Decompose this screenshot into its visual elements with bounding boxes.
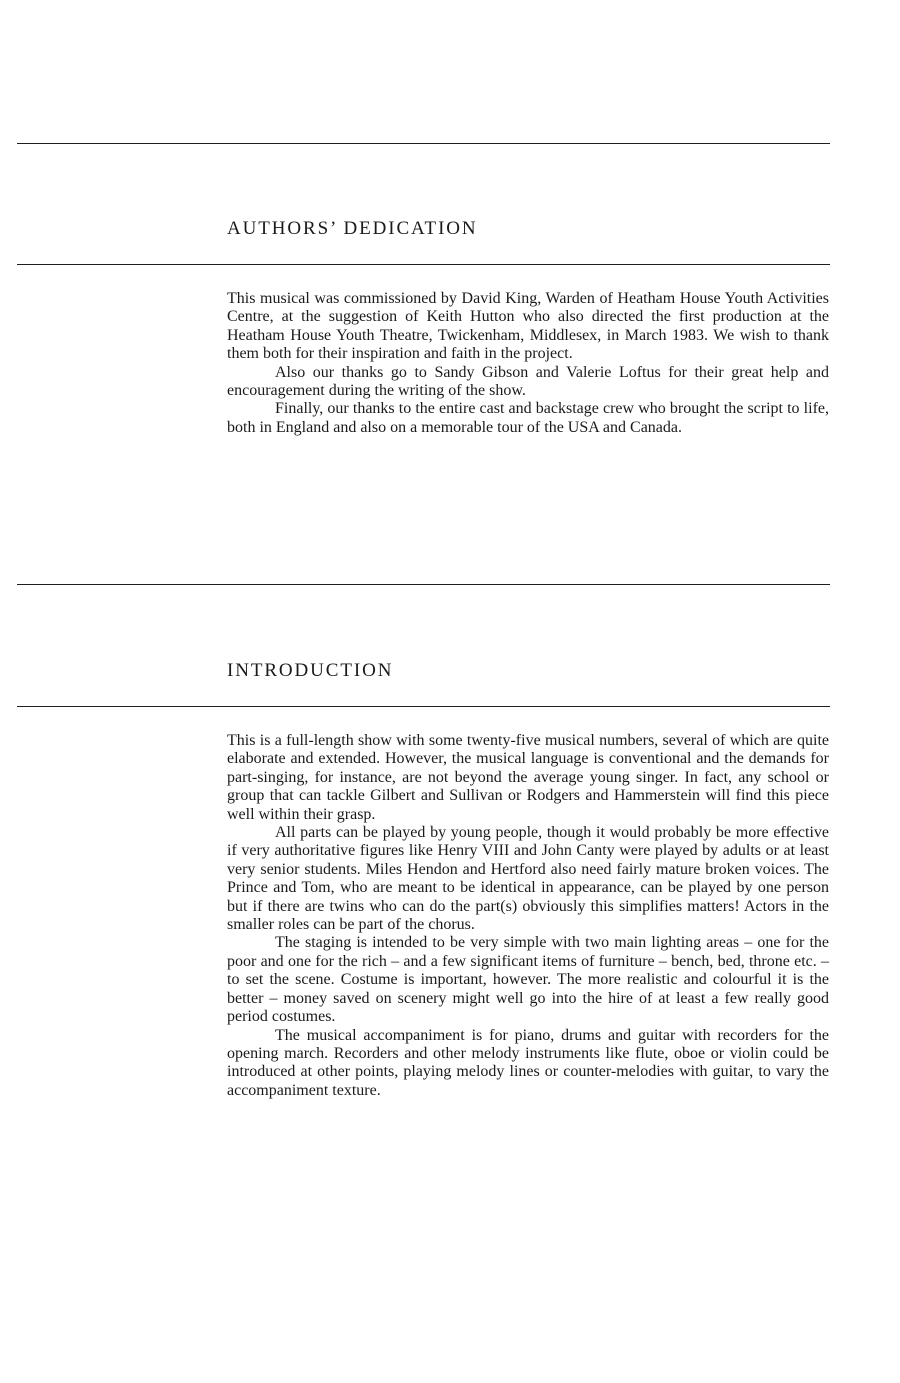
introduction-paragraph: This is a full-length show with some twenty-five musical numbers, several of which are quite elaborate and extended. However, the musical language is conventional and the demands for part-singing, for instance, are not beyond the average young singer. In fact, any school or group that can tackle Gilbert and Sullivan or Rodgers and Hammerstein will find this piece well within their grasp.: [227, 732, 829, 823]
introduction-paragraph: All parts can be played by young people, though it would probably be more effective if very authoritative figures like Henry VIII and John Canty were played by adults or at least very senior students. Miles Hendon and Hertford also need fairly mature broken voices. The Prince and Tom, who are meant to be identical in appearance, can be played by one person but if there are twins who can do the part(s) obviously this simplifies matters! Actors in the smaller roles can be part of the chorus.: [227, 824, 829, 934]
introduction-paragraph: The staging is intended to be very simple with two main lighting areas – one for the poor and one for the rich – and a few significant items of furniture – bench, bed, throne etc. – to set the scene. Costume is important, however. The more realistic and colourful it is the better – money saved on scenery might well go into the hire of at least a few really good period costumes.: [227, 934, 829, 1026]
introduction-heading-divider: [17, 706, 830, 707]
dedication-heading: AUTHORS’ DEDICATION: [227, 218, 478, 239]
dedication-paragraph: This musical was commissioned by David King, Warden of Heatham House Youth Activities Centre, at the suggestion of Keith Hutton who also directed the first production at the Heatham House Youth Theatre, Twickenham, Middlesex, in March 1983. We wish to thank them both for their inspiration and faith in the project.: [227, 290, 829, 363]
dedication-paragraph: Also our thanks go to Sandy Gibson and Valerie Loftus for their great help and encouragement during the writing of the show.: [227, 363, 829, 400]
dedication-body: [227, 290, 829, 437]
dedication-heading-divider: [17, 264, 830, 265]
dedication-paragraph: Finally, our thanks to the entire cast and backstage crew who brought the script to life, both in England and also on a memorable tour of the USA and Canada.: [227, 400, 829, 436]
introduction-heading: INTRODUCTION: [227, 660, 394, 681]
introduction-paragraph: The musical accompaniment is for piano, drums and guitar with recorders for the opening march. Recorders and other melody instruments like flute, oboe or violin could be introduced at other points, playing melody lines or counter-melodies with guitar, to vary the accompaniment texture.: [227, 1026, 829, 1099]
section-divider: [17, 584, 830, 585]
introduction-body: [227, 732, 829, 1100]
top-divider: [17, 143, 830, 144]
